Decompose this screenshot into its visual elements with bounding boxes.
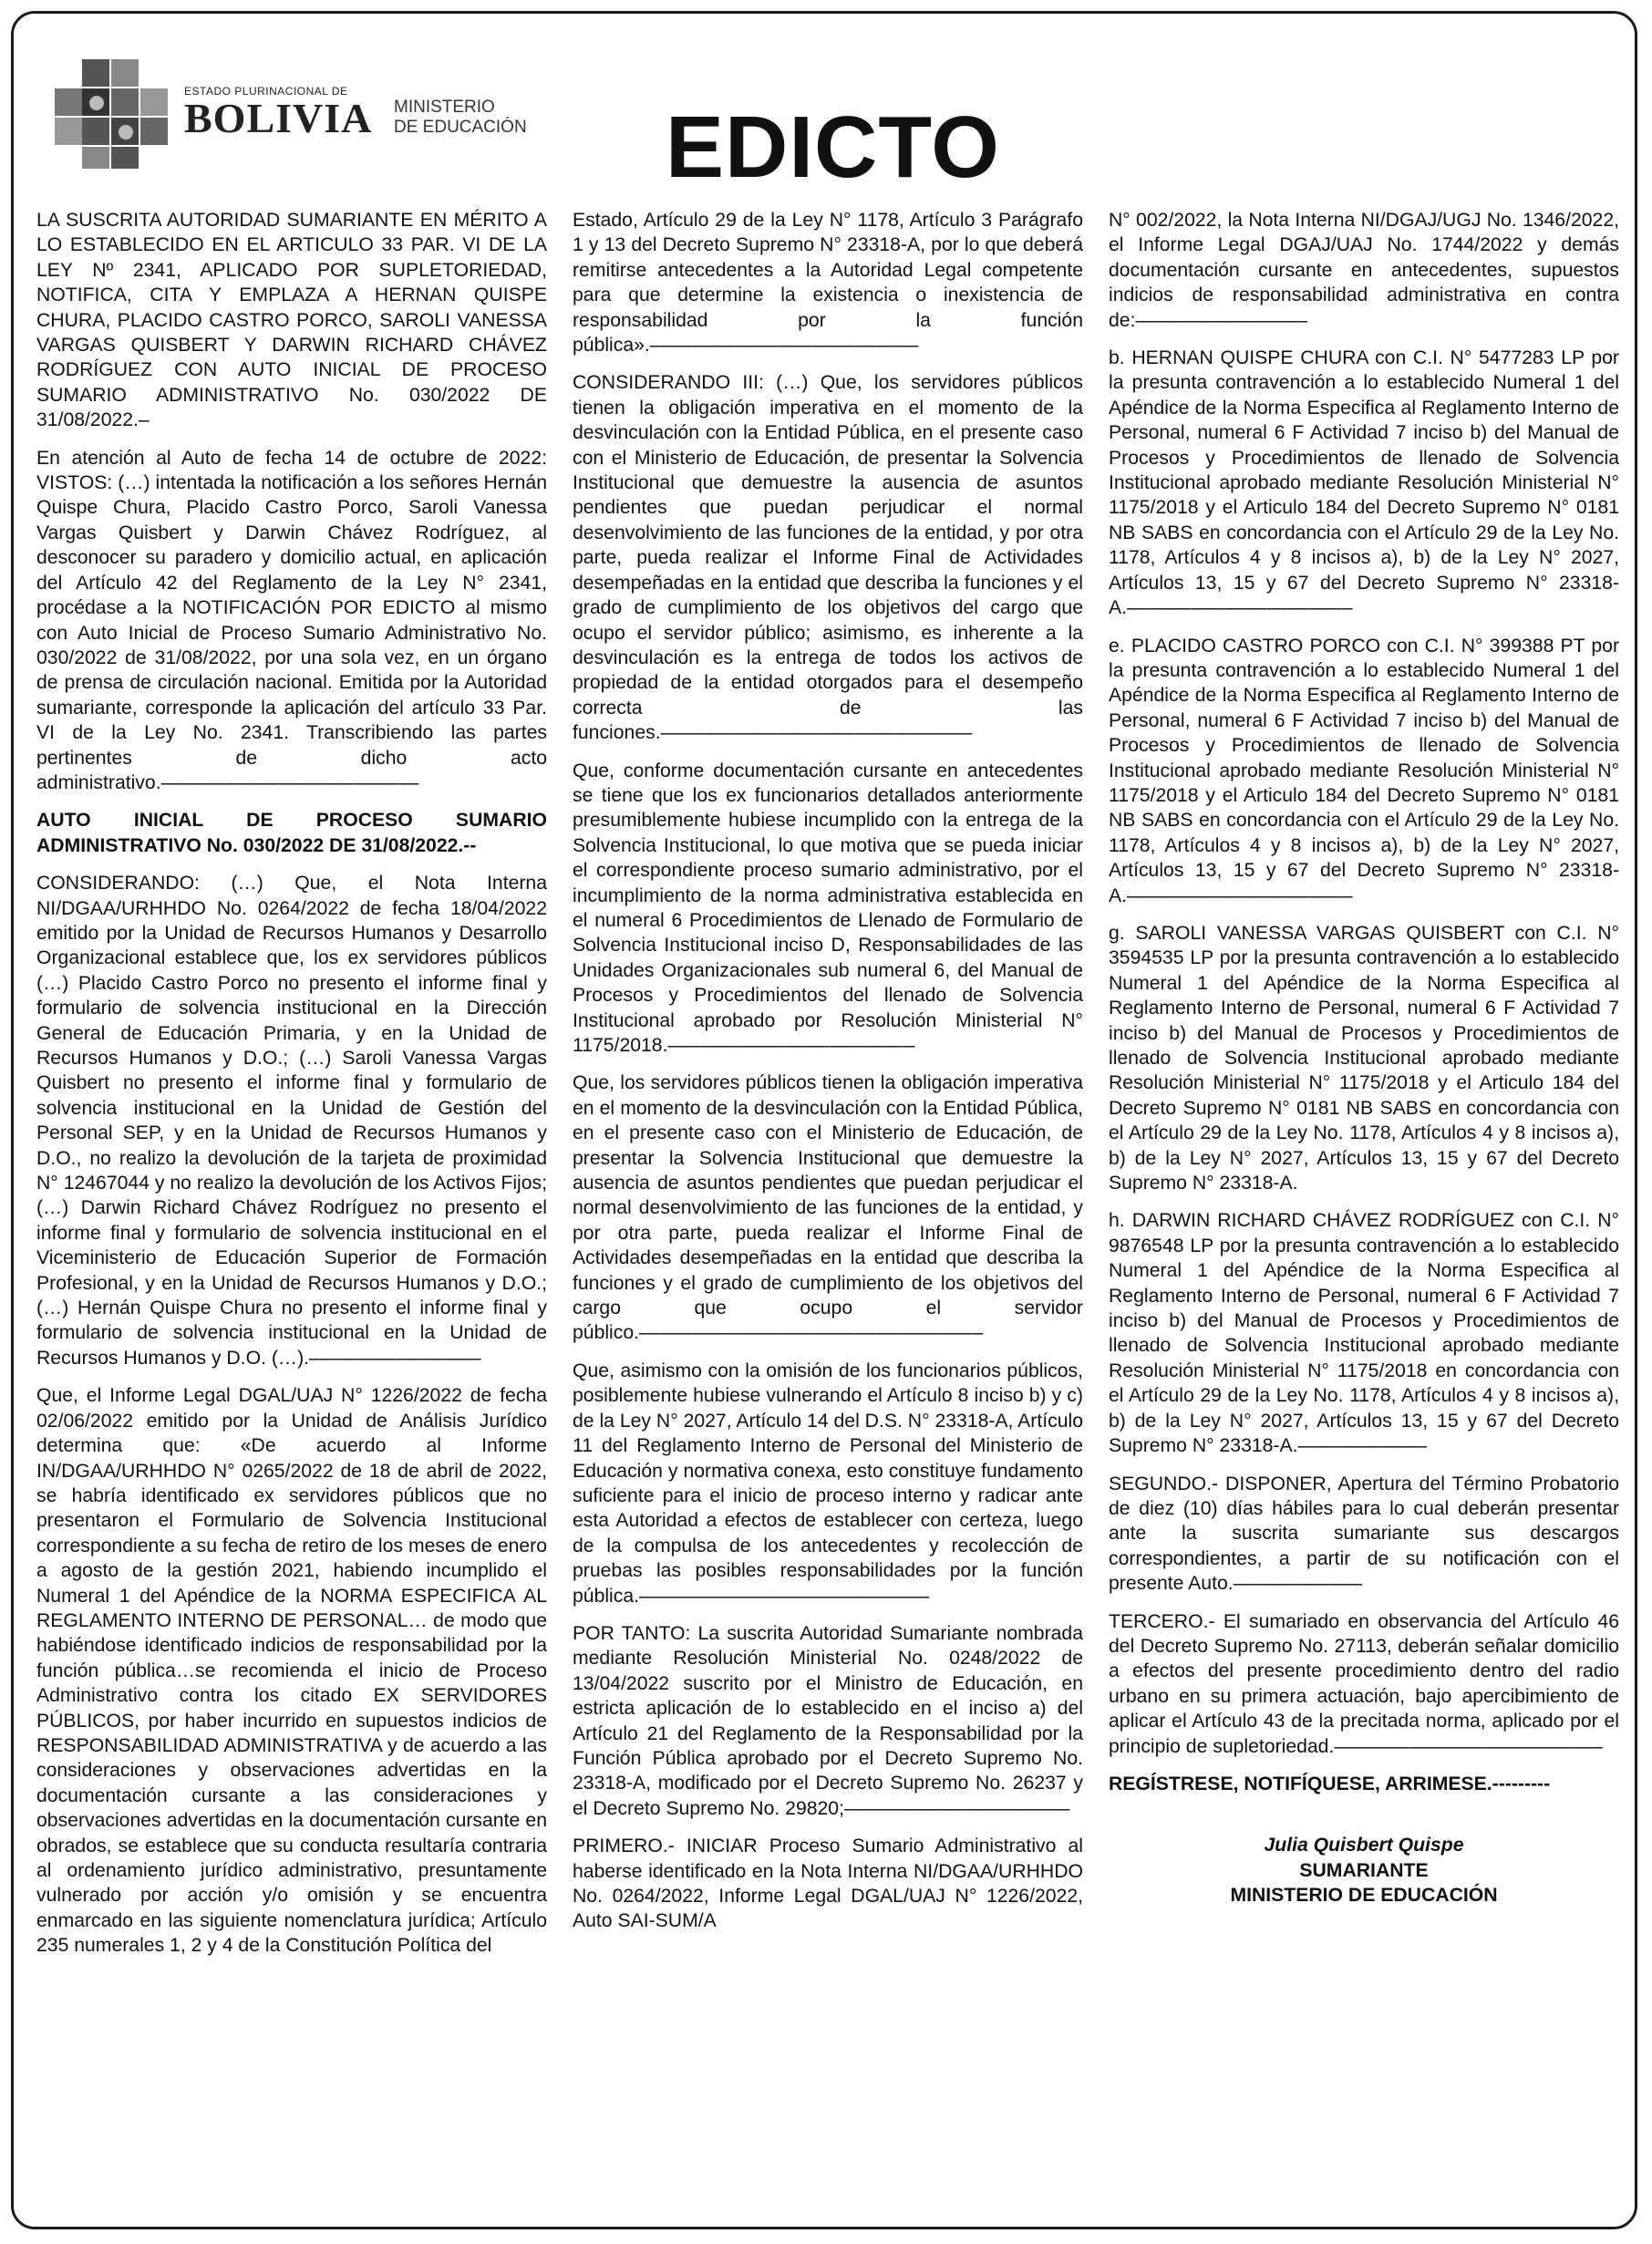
ministry-label [394, 98, 527, 138]
paragraph: g. SAROLI VANESSA VARGAS QUISBERT con C.I. N° 3594535 LP por la presunta contravención a lo establecido Numeral 1 del Apéndice de la Norma Especifica al Reglamento Interno de Personal, numeral 6 F Actividad 7 inciso b) del Manual de Procesos y Procedimientos de llenado de Solvencia Institucional aprobado mediante Resolución Ministerial N° 1175/2018 y el Articulo 184 del Decreto Supremo N° 0181 NB SABS en concordancia con el Artículo 29 de la Ley No. 1178, Artículos 4 y 8 incisos a), b) de la Ley N° 2027, Artículos 13, 15 y 67 del Decreto Supremo N° 23318-A. [1109, 922, 1619, 1194]
paragraph: Que, el Informe Legal DGAL/UAJ N° 1226/2022 de fecha 02/06/2022 emitido por la Unidad de Análisis Jurídico determina que: «De acuerdo al Informe IN/DGAA/URHHDO N° 0265/2022 de 18 de abril de 2022, se habría identificado ex servidores públicos que no presentaron el Formulario de Solvencia Institucional correspondiente a su fecha de retiro de los meses de enero a agosto de la gestión 2021, habiendo incumplido el Numeral 1 del Apéndice de la NORMA ESPECIFICA AL REGLAMENTO INTERNO DE PERSONAL… de modo que habiéndose identificado indicios de responsabilidad por la función pública…se recomienda el inicio de Proceso Administrativo contra los citado EX SERVIDORES PÚBLICOS, por haber incurrido en supuestos indicios de RESPONSABILIDAD ADMINISTRATIVA y de acuerdo a las consideraciones y observaciones advertidas en la documentación cursante a las consideraciones y observaciones advertidas en la documentación cursante en obrados, se establece que su conducta resultaría contraria al ordenamiento jurídico administrativo, presuntamente vulnerado por acción y/o omisión y se encuentra enmarcado en las siguiente nomenclatura jurídica; Artículo 235 numerales 1, 2 y 4 de la Constitución Política del [36, 1385, 547, 1957]
ministry-line-2: DE EDUCACIÓN [394, 118, 527, 137]
paragraph: CONSIDERANDO: (…) Que, el Nota Interna NI/DGAA/URHHDO No. 0264/2022 de fecha 18/04/2022 emitido por la Unidad de Recursos Humanos y Desarrollo Organizacional establece que, los ex servidores públicos (…) Placido Castro Porco no presento el informe final y formulario de solvencia institucional en la Dirección General de Educación Primaria, y en la Unidad de Recursos Humanos y D.O.; (…) Saroli Vanessa Vargas Quisbert no presento el informe final y formulario de solvencia institucional en la Unidad de Gestión del Personal SEP, y en la Unidad de Recursos Humanos y D.O., no realizo la devolución de la tarjeta de proximidad N° 12467044 y no realizo la devolución de los Activos Fijos; (…) Darwin Richard Chávez Rodríguez no presento el informe final y formulario de solvencia institucional en el Viceministerio de Educación Superior de Formación Profesional, y en la Unidad de Recursos Humanos y D.O.; (…) Hernán Quispe Chura no presento el informe final y formulario de solvencia institucional en la Unidad de Recursos Humanos y D.O. (…).–––––––––––––––– [36, 873, 547, 1369]
section-heading: AUTO INICIAL DE PROCESO SUMARIO ADMINISTRATIVO No. 030/2022 DE 31/08/2022.-- [36, 810, 547, 856]
paragraph: e. PLACIDO CASTRO PORCO con C.I. N° 399388 PT por la presunta contravención a lo establecido Numeral 1 del Apéndice de la Norma Especifica al Reglamento Interno de Personal, numeral 6 F Actividad 7 inciso b) del Manual de Procesos y Procedimientos de llenado de Solvencia Institucional aprobado mediante Resolución Ministerial N° 1175/2018 y el Articulo 184 del Decreto Supremo N° 0181 NB SABS en concordancia con el Artículo 29 de la Ley No. 1178, Artículos 4 y 8 incisos a), b) de la Ley N° 2027, Artículos 13, 15 y 67 del Decreto Supremo N° 23318-A.––––––––––––––––––––– [1109, 635, 1619, 906]
signature-block [1109, 1833, 1619, 1908]
logo-country: BOLIVIA [184, 95, 373, 141]
paragraph: En atención al Auto de fecha 14 de octubre de 2022: VISTOS: (…) intentada la notificación a los señores Hernán Quispe Chura, Placido Castro Porco, Saroli Vanessa Vargas Quisbert y Darwin Chávez Rodríguez, al desconocer su paradero y domicilio actual, en aplicación del Artículo 42 del Reglamento de la Ley N° 2341, procédase a la NOTIFICACIÓN POR EDICTO al mismo con Auto Inicial de Proceso Sumario Administrativo No. 030/2022 de 31/08/2022, por una sola vez, en un órgano de prensa de circulación nacional. Emitida por la Autoridad sumariante, corresponde la aplicación del artículo 33 Par. VI de la Ley No. 2341. Transcribiendo las partes pertinentes de dicho acto administrativo.–––––––––––––––––––––––– [36, 447, 547, 793]
paragraph: LA SUSCRITA AUTORIDAD SUMARIANTE EN MÉRITO A LO ESTABLECIDO EN EL ARTICULO 33 PAR. VI DE LA LEY Nº 2341, APLICADO POR SUPLETORIEDAD, NOTIFICA, CITA Y EMPLAZA A HERNAN QUISPE CHURA, PLACIDO CASTRO PORCO, SAROLI VANESSA VARGAS QUISBERT Y DARWIN RICHARD CHÁVEZ RODRÍGUEZ CON AUTO INICIAL DE PROCESO SUMARIO ADMINISTRATIVO No. 030/2022 DE 31/08/2022.– [36, 210, 547, 431]
column-3 [1109, 208, 1619, 1908]
paragraph: b. HERNAN QUISPE CHURA con C.I. N° 5477283 LP por la presunta contravención a lo establecido Numeral 1 del Apéndice de la Norma Especifica al Reglamento Interno de Personal, numeral 6 F Actividad 7 inciso b) del Manual de Procesos y Procedimientos de llenado de Solvencia Institucional aprobado mediante Resolución Ministerial N° 1175/2018 y el Articulo 184 del Decreto Supremo N° 0181 NB SABS en concordancia con el Artículo 29 de la Ley No. 1178, Artículos 4 y 8 incisos a), b) de la Ley N° 2027, Artículos 13, 15 y 67 del Decreto Supremo N° 23318-A.––––––––––––––––––––– [1109, 347, 1619, 619]
paragraph: Que, asimismo con la omisión de los funcionarios públicos, posiblemente hubiese vulnerando el Artículo 8 inciso b) y c) de la Ley N° 2027, Artículo 14 del D.S. N° 23318-A, Artículo 11 del Reglamento Interno de Personal del Ministerio de Educación y normativa conexa, esto constituye fundamento suficiente para el inicio de proceso interno y radicar ante esta Autoridad a efectos de establecer con certeza, luego de la compulsa de los antecedentes y recolección de pruebas las posibles responsabilidades por la función pública.––––––––––––––––––––––––––– [573, 1360, 1083, 1607]
closing-line: REGÍSTRESE, NOTIFÍQUESE, ARRIMESE.--------- [1109, 1773, 1551, 1794]
signer-name: Julia Quisbert Quispe [1264, 1835, 1464, 1856]
bolivia-emblem-icon [55, 59, 173, 169]
paragraph: h. DARWIN RICHARD CHÁVEZ RODRÍGUEZ con C.I. N° 9876548 LP por la presunta contravención a lo establecido Numeral 1 del Apéndice de la Norma Especifica al Reglamento Interno de Personal, numeral 6 F Actividad 7 inciso b) del Manual de Procesos y Procedimientos de llenado de Solvencia Institucional aprobado mediante Resolución Ministerial N° 1175/2018 en concordancia con el Artículo 29 de la Ley No. 1178, Artículos 4 y 8 incisos a), b) de la Ley N° 2027, Artículos 13, 15 y 67 del Decreto Supremo N° 23318-A.–––––––––––– [1109, 1210, 1619, 1457]
signer-organization: MINISTERIO DE EDUCACIÓN [1230, 1885, 1498, 1907]
paragraph: PRIMERO.- INICIAR Proceso Sumario Administrativo al haberse identificado en la Nota Interna NI/DGAA/URHHDO No. 0264/2022, Informe Legal DGAL/UAJ N° 1226/2022, Auto SAI-SUM/A [573, 1836, 1083, 1932]
logo-subtitle: ESTADO PLURINACIONAL DE [184, 85, 348, 98]
paragraph: Que, los servidores públicos tienen la obligación imperativa en el momento de la desvinculación con la Entidad Pública, en el presente caso con el Ministerio de Educación, de presentar la Solvencia Institucional que demuestre la ausencia de asuntos pendientes que puedan perjudicar el normal desenvolvimiento de las funciones de la entidad, y por otra parte, pueda realizar el Informe Final de Actividades desempeñadas en la entidad que describa la funciones y el grado de cumplimiento de los objetivos del cargo que ocupo el servidor público.–––––––––––––––––––––––––––––––– [573, 1072, 1083, 1344]
paragraph: Que, conforme documentación cursante en antecedentes se tiene que los ex funcionarios detallados anteriormente presumiblemente hubiese incumplido con la entrega de la Solvencia Institucional, lo que motiva que se pueda iniciar el correspondiente proceso sumario administrativo, por el incumplimiento de la norma administrativa establecida en el numeral 6 Procedimientos de Llenado de Formulario de Solvencia Institucional inciso D, Responsabilidades de las Unidades Organizacionales sub numeral 6, del Manual de Procesos y Procedimientos del llenado de Solvencia Institucional aprobado por Resolución Ministerial N° 1175/2018.––––––––––––––––––––––– [573, 760, 1083, 1056]
logo-text [184, 85, 372, 140]
signer-role: SUMARIANTE [1299, 1859, 1429, 1881]
paragraph: CONSIDERANDO III: (…) Que, los servidores públicos tienen la obligación imperativa en el momento de la desvinculación con la Entidad Pública, en el presente caso con el Ministerio de Educación, de presentar la Solvencia Institucional que demuestre la ausencia de asuntos pendientes que puedan perjudicar el normal desenvolvimiento de las funciones de la entidad, y por otra parte, pueda realizar el Informe Final de Actividades desempeñadas en la entidad que describa la funciones y el grado de cumplimiento de los objetivos del cargo que ocupo el servidor público; asimismo, es inherente a la desvinculación es la entrega de todos los activos de propiedad de la entidad otorgados para el desempeño correcta de las funciones.––––––––––––––––––––––––––––– [573, 372, 1083, 744]
paragraph: SEGUNDO.- DISPONER, Apertura del Término Probatorio de diez (10) días hábiles para lo cual deberán presentar ante la suscrita sumariante sus descargos correspondientes, a partir de su notificación con el presente Auto.–––––––––––– [1109, 1473, 1619, 1595]
paragraph: POR TANTO: La suscrita Autoridad Sumariante nombrada mediante Resolución Ministerial No. 0248/2022 de 13/04/2022 suscrito por el Ministro de Educación, en estricta aplicación de lo establecido en el inciso a) del Artículo 21 del Reglamento de la Responsabilidad por la Función Pública aprobado por el Decreto Supremo No. 23318-A, modificado por el Decreto Supremo No. 26237 y el Decreto Supremo No. 29820;––––––––––––––––––––– [573, 1622, 1083, 1819]
paragraph: TERCERO.- El sumariado en observancia del Artículo 46 del Decreto Supremo No. 27113, deberán señalar domicilio a efectos del presente procedimiento dentro del radio urbano en su primera actuación, bajo apercibimiento de aplicar el Artículo 43 de la precitada norma, aplicado por el principio de supletoriedad.––––––––––––––––––––––––– [1109, 1610, 1619, 1757]
paragraph: Estado, Artículo 29 de la Ley N° 1178, Artículo 3 Parágrafo 1 y 13 del Decreto Supremo N° 23318-A, por lo que deberá remitirse antecedentes a la Autoridad Legal competente para que determine la existencia o inexistencia de responsabilidad por la función pública».––––––––––––––––––––––––– [573, 210, 1083, 357]
column-1 [36, 208, 547, 1971]
header [46, 50, 1614, 196]
ministry-line-1: MINISTERIO [394, 98, 495, 117]
column-2 [573, 208, 1083, 1947]
page-title: EDICTO [666, 98, 1000, 196]
paragraph: N° 002/2022, la Nota Interna NI/DGAJ/UGJ No. 1346/2022, el Informe Legal DGAJ/UAJ No. 1744/2022 y demás documentación cursante en antecedentes, supuestos indicios de responsabilidad administrativa en contra de:–––––––––––––––– [1109, 210, 1619, 331]
